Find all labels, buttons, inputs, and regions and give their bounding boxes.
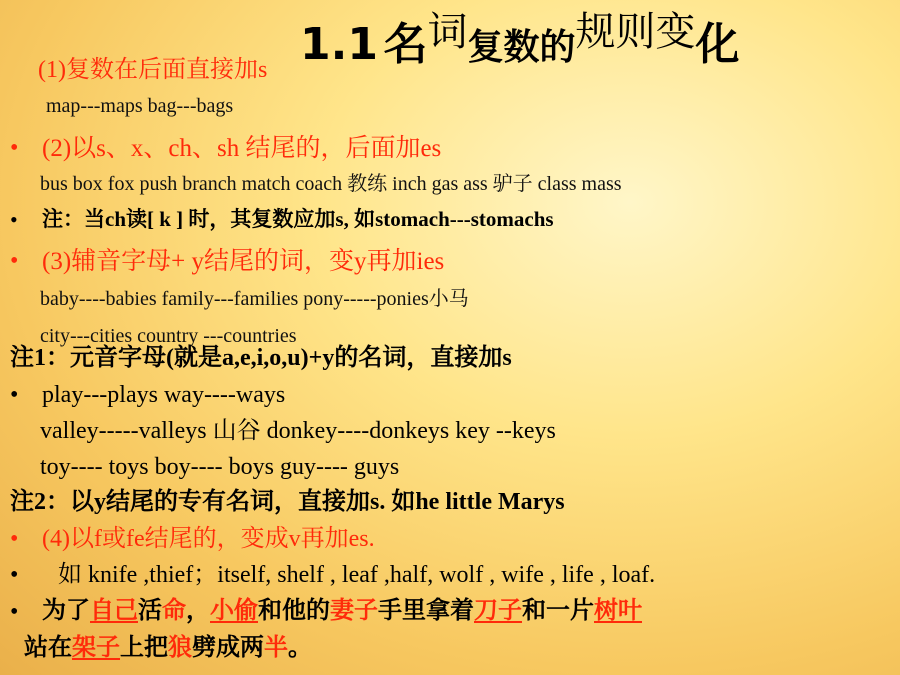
mn-keyword: 刀子 <box>474 598 522 624</box>
rule4-examples: 如 knife ,thief；itself, shelf , leaf ,half, wolf , wife , life , loaf. <box>58 562 656 588</box>
mnemonic-line2 <box>24 636 312 660</box>
mn-text: 和他的 <box>258 598 330 624</box>
note1-bullet: • <box>10 382 19 408</box>
mn-keyword: 妻子 <box>330 598 378 624</box>
mn-keyword: 架子 <box>72 635 120 661</box>
mn-text: ， <box>186 598 210 624</box>
title-ci: 词 <box>427 9 468 55</box>
mn-keyword: 小偷 <box>210 598 258 624</box>
title-ming: 名 <box>383 19 428 70</box>
mn-text: 上把 <box>120 635 168 661</box>
rule4-ex-bullet: • <box>10 562 19 588</box>
note0-bullet: • <box>10 207 18 232</box>
rule3-examples2: city---cities country ---countries <box>40 325 297 347</box>
mn-text: 劈成两 <box>192 635 264 661</box>
rule3-heading: (3)辅音字母+ y结尾的词，变y再加ies <box>42 248 445 275</box>
rule2-heading: (2)以s、x、ch、sh 结尾的，后面加es <box>42 135 442 162</box>
rule2-examples: bus box fox push branch match coach 教练 inch gas ass 驴子 class mass <box>40 173 622 195</box>
note1-text: 注1：元音字母(就是a,e,i,o,u)+y的名词，直接加s <box>10 345 512 371</box>
note1-line2: valley-----valleys 山谷 donkey----donkeys key --keys <box>40 418 556 444</box>
mnemonic-bullet: • <box>10 599 19 625</box>
mn-keyword: 命 <box>162 598 186 624</box>
mn-text: 和一片 <box>522 598 594 624</box>
rule3-examples1: baby----babies family---families pony-----ponies小马 <box>40 288 469 310</box>
rule3-bullet: • <box>10 248 19 274</box>
mnemonic-line1 <box>42 599 642 623</box>
mn-keyword: 狼 <box>168 635 192 661</box>
mn-keyword: 树叶 <box>594 598 642 624</box>
mn-text: 手里拿着 <box>378 598 474 624</box>
note1-line1: play---plays way----ways <box>42 382 286 408</box>
mn-text: 。 <box>288 635 312 661</box>
rule4-heading: (4)以f或fe结尾的，变成v再加es. <box>42 526 375 552</box>
title-fushude: 复数的 <box>467 27 576 68</box>
rule1-examples: map---maps bag---bags <box>46 95 234 117</box>
mn-text: 为了 <box>42 598 90 624</box>
mn-keyword: 自己 <box>90 598 138 624</box>
mn-text: 站在 <box>24 635 72 661</box>
mn-keyword: 半 <box>264 635 288 661</box>
note2-text: 注2：以y结尾的专有名词，直接加s. 如he little Marys <box>10 489 565 515</box>
rule1-heading: (1)复数在后面直接加s <box>38 57 268 83</box>
note1-line3: toy---- toys boy---- boys guy---- guys <box>40 454 400 480</box>
title-hua: 化 <box>695 19 740 70</box>
mn-text: 活 <box>138 598 162 624</box>
note0-text: 注：当ch读[ k ] 时，其复数应加s, 如stomach---stomachs <box>42 207 554 231</box>
slide-title <box>300 8 740 72</box>
title-number: 1.1 <box>300 19 378 70</box>
rule2-bullet: • <box>10 135 19 161</box>
rule4-bullet: • <box>10 526 19 552</box>
title-guize: 规则变 <box>575 9 696 55</box>
